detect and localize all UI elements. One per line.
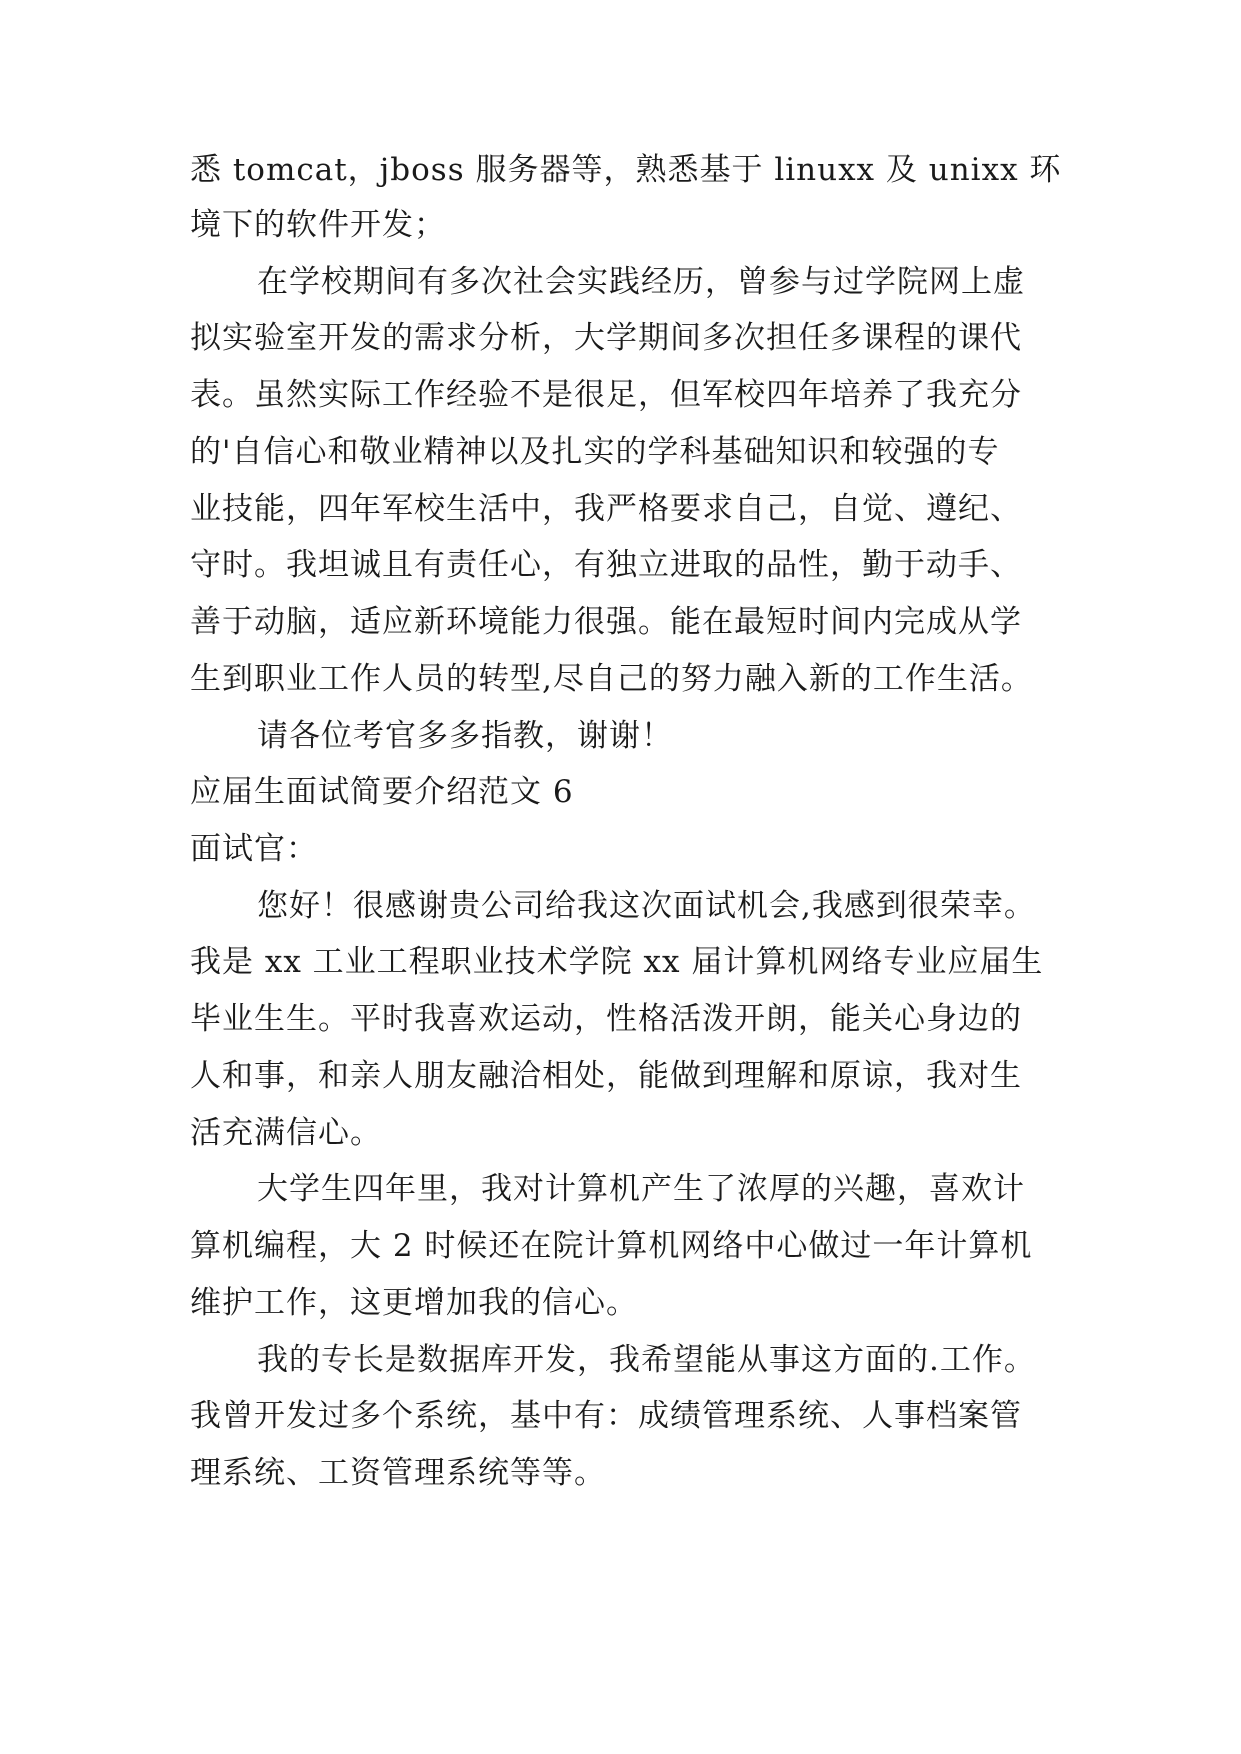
paragraph-start: 大学生四年里，我对计算机产生了浓厚的兴趣，喜欢计 — [257, 1171, 1025, 1207]
text-line: 生到职业工作人员的转型,尽自己的努力融入新的工作生活。 — [190, 661, 1033, 697]
text-line: 拟实验室开发的需求分析，大学期间多次担任多课程的课代 — [190, 320, 1022, 356]
text-line: 理系统、工资管理系统等等。 — [190, 1455, 606, 1491]
text-line: 境下的软件开发； — [190, 207, 446, 243]
paragraph-start: 请各位考官多多指教，谢谢！ — [257, 718, 673, 754]
paragraph-start: 我的专长是数据库开发，我希望能从事这方面的.工作。 — [257, 1342, 1036, 1378]
salutation: 面试官： — [190, 831, 318, 867]
text-line: 人和事，和亲人朋友融洽相处，能做到理解和原谅，我对生 — [190, 1058, 1022, 1094]
text-line: 维护工作，这更增加我的信心。 — [190, 1285, 638, 1321]
text-line: 我曾开发过多个系统，基中有：成绩管理系统、人事档案管 — [190, 1398, 1022, 1434]
paragraph-start: 您好！很感谢贵公司给我这次面试机会,我感到很荣幸。 — [257, 888, 1036, 924]
text-line: 业技能，四年军校生活中，我严格要求自己，自觉、遵纪、 — [190, 491, 1022, 527]
text-line: 表。虽然实际工作经验不是很足，但军校四年培养了我充分 — [190, 377, 1022, 413]
text-line: 悉 tomcat，jboss 服务器等，熟悉基于 linuxx 及 unixx 环 — [190, 152, 1062, 188]
text-line: 毕业生生。平时我喜欢运动，性格活泼开朗，能关心身边的 — [190, 1001, 1022, 1037]
text-line: 算机编程，大 2 时候还在院计算机网络中心做过一年计算机 — [190, 1228, 1033, 1264]
section-heading: 应届生面试简要介绍范文 6 — [190, 774, 574, 810]
text-line: 善于动脑，适应新环境能力很强。能在最短时间内完成从学 — [190, 604, 1022, 640]
paragraph-start: 在学校期间有多次社会实践经历，曾参与过学院网上虚 — [257, 264, 1025, 300]
text-line: 活充满信心。 — [190, 1115, 382, 1151]
text-line: 守时。我坦诚且有责任心，有独立进取的品性，勤于动手、 — [190, 547, 1022, 583]
text-line: 的'自信心和敬业精神以及扎实的学科基础知识和较强的专 — [190, 434, 1000, 470]
text-line: 我是 xx 工业工程职业技术学院 xx 届计算机网络专业应届生 — [190, 944, 1044, 980]
